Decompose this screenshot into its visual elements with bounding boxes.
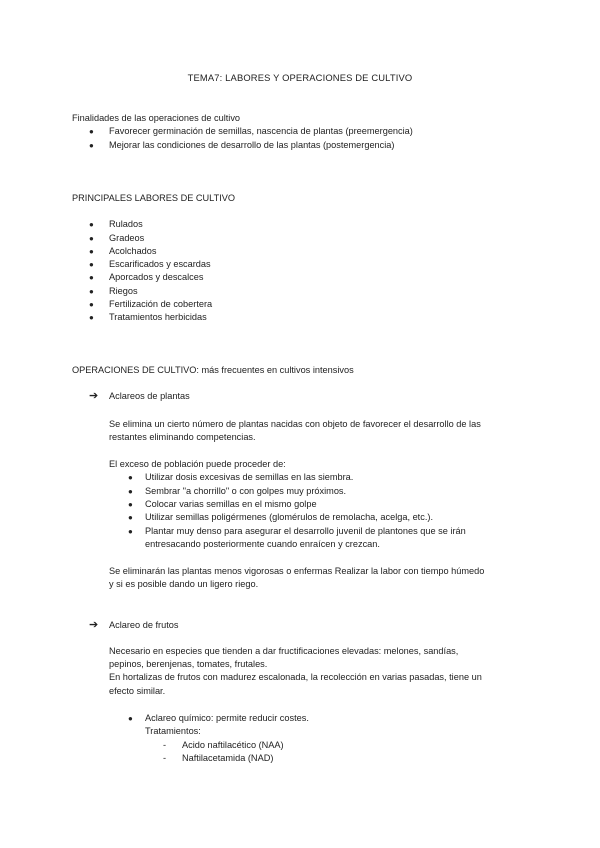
finalidad-item: Mejorar las condiciones de desarrollo de las plantas (postemergencia) (109, 140, 395, 150)
dash-icon: - (163, 740, 167, 750)
bullet-icon: ● (89, 234, 94, 243)
cause-item: Utilizar semillas poligérmenes (glomérulos de remolacha, acelga, etc.). (145, 512, 433, 522)
bullet-icon: ● (128, 487, 133, 496)
bullet-icon: ● (89, 127, 94, 136)
labor-item: Tratamientos herbicidas (109, 312, 207, 322)
aclareo-frutos-label: Aclareo de frutos (109, 620, 179, 630)
tratamiento-item: Naftilacetamida (NAD) (182, 753, 274, 763)
aclareo-plantas-label: Aclareos de plantas (109, 391, 190, 401)
labor-item: Escarificados y escardas (109, 259, 211, 269)
bullet-icon: ● (89, 247, 94, 256)
labor-item: Riegos (109, 286, 138, 296)
paragraph-line: Se eliminarán las plantas menos vigorosas o enfermas Realizar la labor con tiempo húmedo (109, 566, 485, 576)
aclareo-quimico-item: Aclareo químico: permite reducir costes. (145, 713, 309, 723)
tratamiento-item: Acido naftilacético (NAA) (182, 740, 284, 750)
finalidades-heading: Finalidades de las operaciones de cultivo (72, 113, 241, 123)
labores-heading: PRINCIPALES LABORES DE CULTIVO (72, 193, 236, 203)
labor-item: Acolchados (109, 246, 157, 256)
finalidad-item: Favorecer germinación de semillas, nascencia de plantas (preemergencia) (109, 126, 413, 136)
cause-item: Plantar muy denso para asegurar el desarrollo juvenil de plantones que se irán (145, 526, 466, 536)
paragraph-line: El exceso de población puede proceder de: (109, 459, 286, 469)
arrow-icon: ➔ (89, 390, 99, 402)
paragraph-line: y si es posible dando un ligero riego. (109, 579, 259, 589)
labor-item: Aporcados y descalces (109, 272, 204, 282)
cause-item: Colocar varias semillas en el mismo golpe (145, 499, 317, 509)
bullet-icon: ● (89, 220, 94, 229)
document-title: TEMA7: LABORES Y OPERACIONES DE CULTIVO (187, 72, 413, 83)
cause-item-continuation: entresacando posteriormente cuando enraícen y crezcan. (145, 539, 380, 549)
cause-item: Sembrar "a chorrillo" o con golpes muy próximos. (145, 486, 347, 496)
bullet-icon: ● (89, 300, 94, 309)
tratamientos-label: Tratamientos: (145, 726, 201, 736)
bullet-icon: ● (128, 473, 133, 482)
bullet-icon: ● (128, 500, 133, 509)
paragraph-line: restantes eliminando competencias. (109, 432, 256, 442)
operaciones-heading: OPERACIONES DE CULTIVO: más frecuentes en cultivos intensivos (72, 365, 354, 375)
bullet-icon: ● (89, 287, 94, 296)
paragraph-line: pepinos, berenjenas, tomates, frutales. (109, 659, 268, 669)
paragraph-line: efecto similar. (109, 686, 166, 696)
paragraph-line: Se elimina un cierto número de plantas nacidas con objeto de favorecer el desarrollo de las (109, 419, 481, 429)
bullet-icon: ● (89, 141, 94, 150)
bullet-icon: ● (128, 714, 133, 723)
labor-item: Gradeos (109, 233, 145, 243)
bullet-icon: ● (89, 260, 94, 269)
labor-item: Fertilización de cobertera (109, 299, 213, 309)
bullet-icon: ● (128, 527, 133, 536)
dash-icon: - (163, 753, 167, 763)
bullet-icon: ● (128, 513, 133, 522)
bullet-icon: ● (89, 273, 94, 282)
paragraph-line: Necesario en especies que tienden a dar fructificaciones elevadas: melones, sandías, (109, 646, 459, 656)
labor-item: Rulados (109, 219, 143, 229)
paragraph-line: En hortalizas de frutos con madurez escalonada, la recolección en varias pasadas, tiene un (109, 672, 482, 682)
bullet-icon: ● (89, 313, 94, 322)
arrow-icon: ➔ (89, 619, 99, 631)
cause-item: Utilizar dosis excesivas de semillas en las siembra. (145, 472, 354, 482)
